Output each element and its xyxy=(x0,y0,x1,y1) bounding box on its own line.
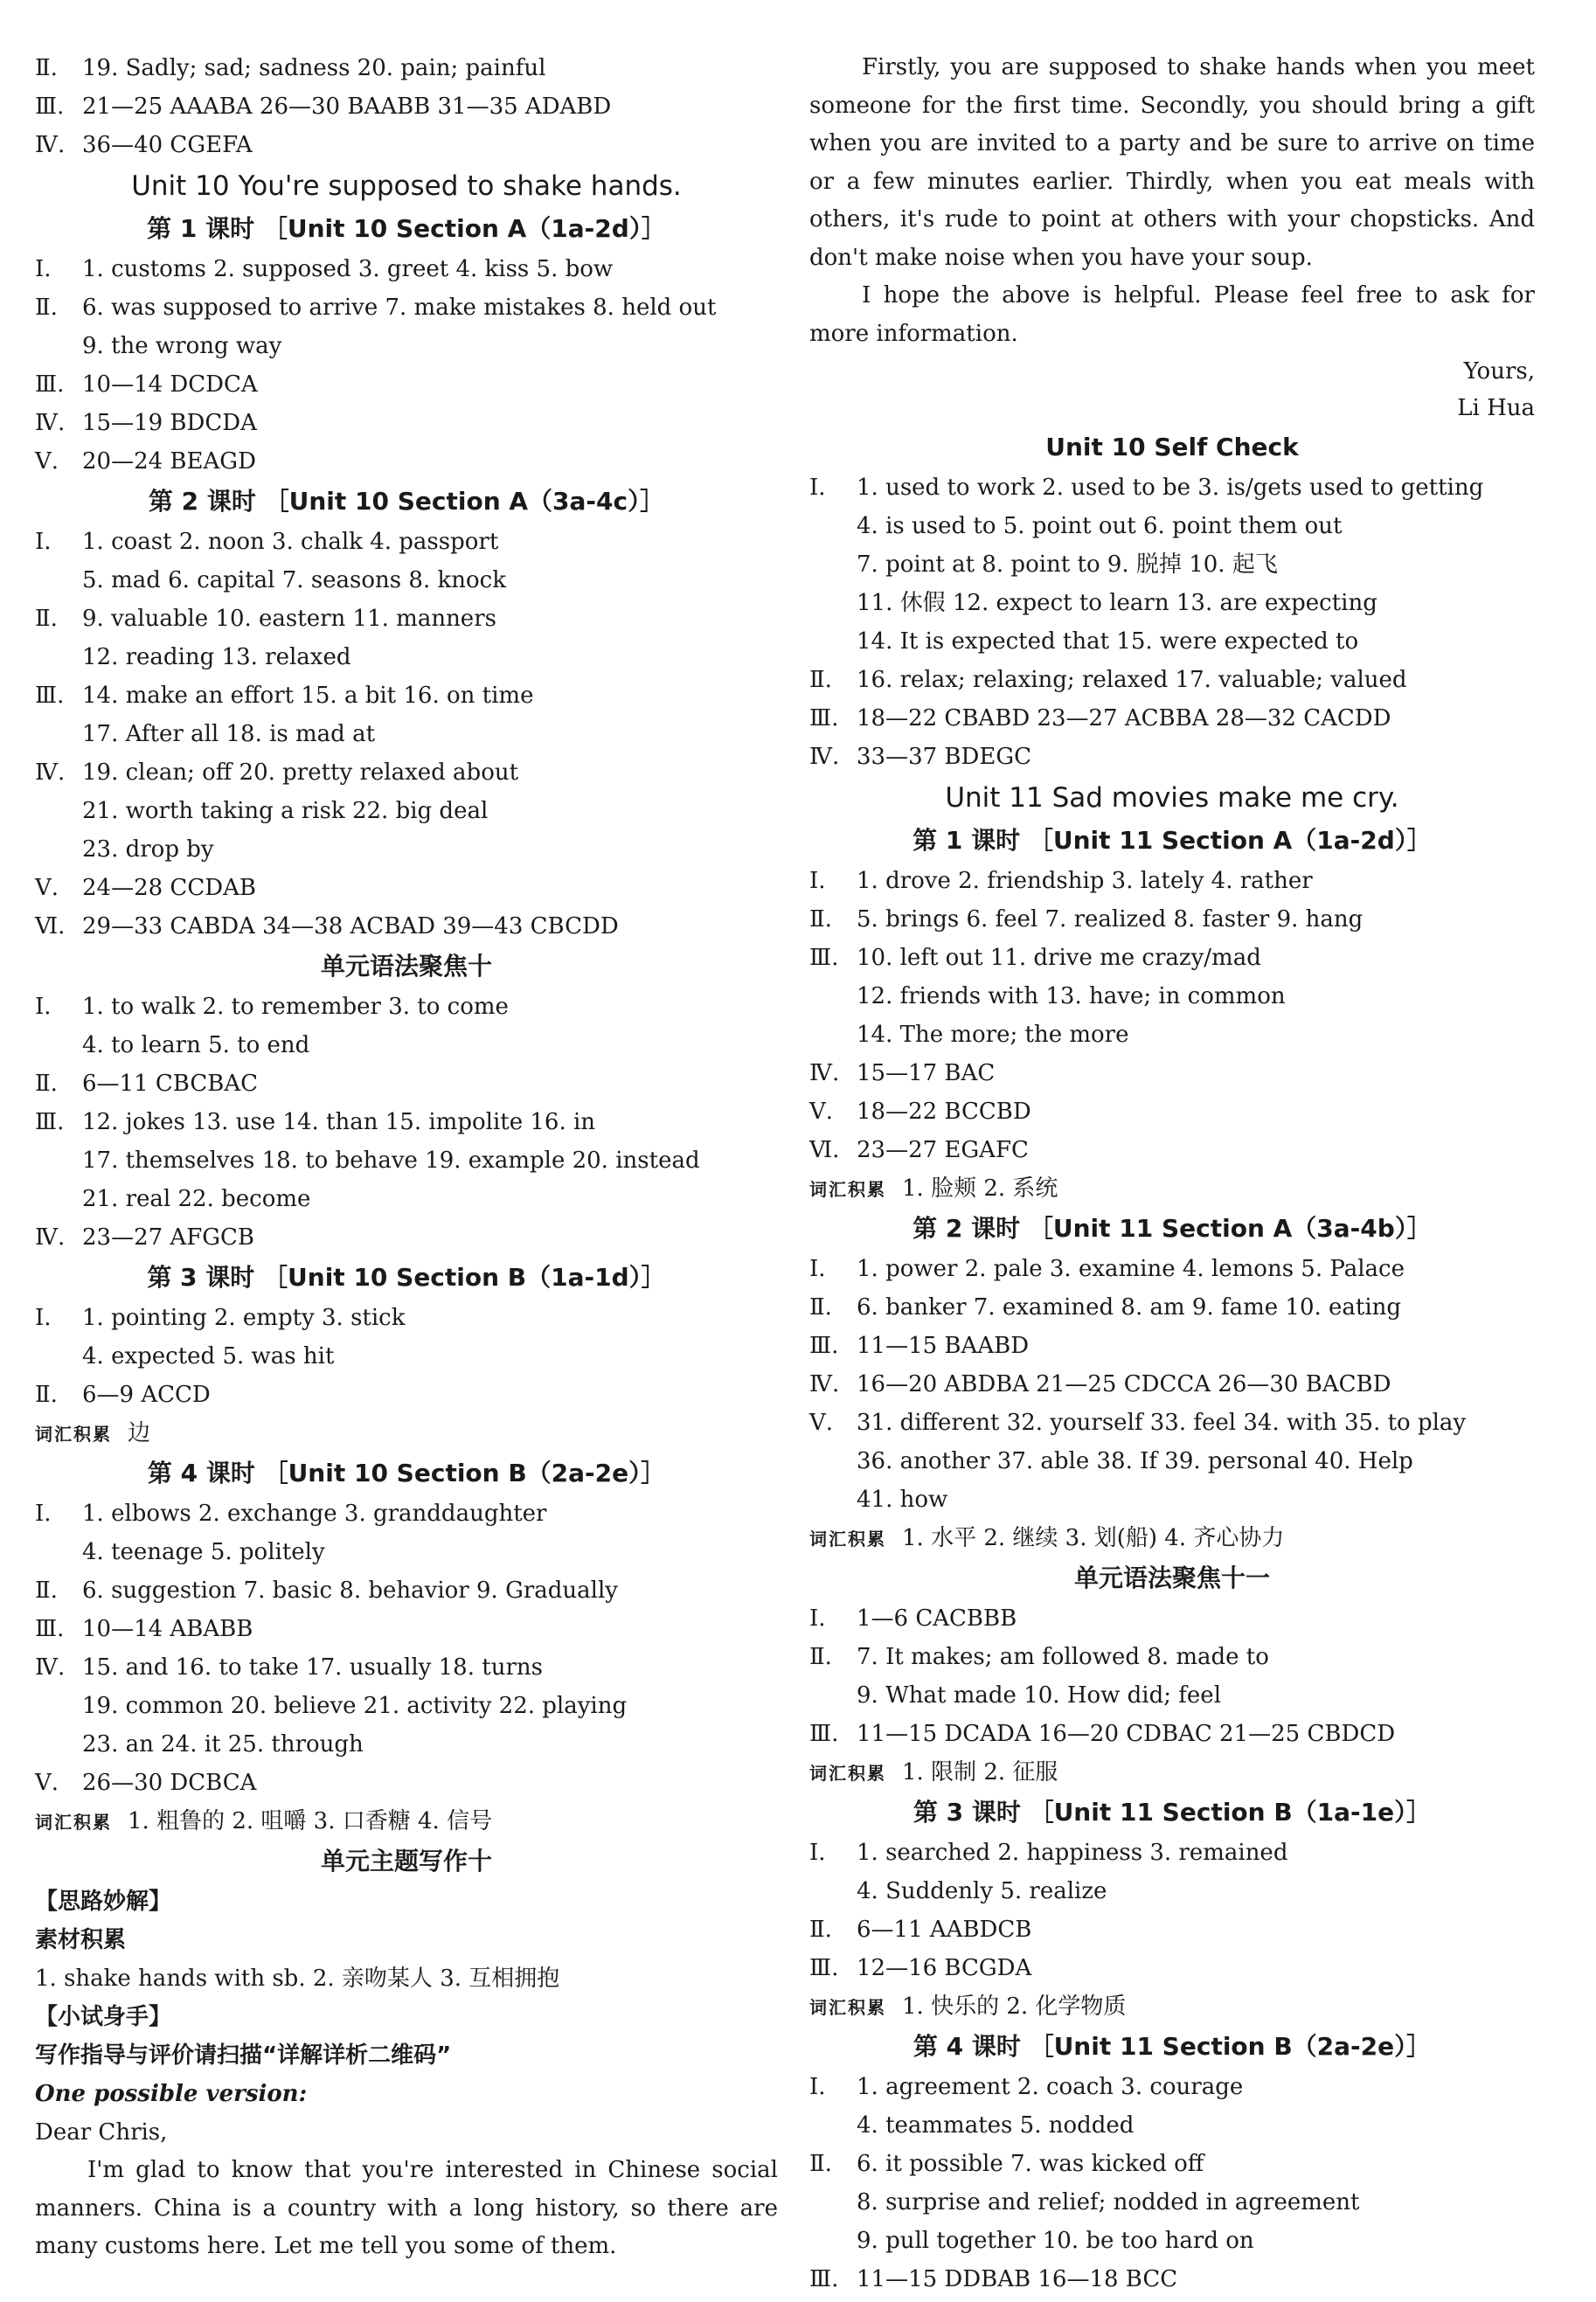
answer-text: 29—33 CABDA 34—38 ACBAD 39—43 CBCDD xyxy=(82,913,619,940)
writing-thinking-label: 【思路妙解】 xyxy=(35,1889,172,1915)
item-numeral: Ⅲ. xyxy=(809,945,839,971)
answer-row xyxy=(809,1638,1535,1676)
answer-row xyxy=(809,2068,1535,2106)
answer-row xyxy=(35,1725,778,1764)
item-numeral: Ⅲ. xyxy=(809,1721,839,1747)
right-column xyxy=(809,49,1535,2299)
answer-row xyxy=(35,523,778,561)
u11-grammar-heading: 单元语法聚焦十一 xyxy=(1073,1564,1270,1592)
u11-lesson-2-heading: 第 2 课时 ［Unit 11 Section A（3a-4b）］ xyxy=(912,1214,1432,1243)
answer-row xyxy=(35,404,778,442)
grammar-focus-answers xyxy=(35,988,778,1257)
answer-row xyxy=(809,1676,1535,1715)
answer-row xyxy=(809,2106,1535,2145)
possible-version-label: One possible version: xyxy=(35,2081,308,2107)
item-numeral: Ⅰ. xyxy=(809,2074,826,2100)
answer-row xyxy=(35,1494,778,1533)
answer-row xyxy=(35,1141,778,1180)
answer-text: 12. friends with 13. have; in common xyxy=(857,983,1286,1009)
answer-text: 10—14 DCDCA xyxy=(82,371,258,398)
writing-material-line: 1. shake hands with sb. 2. 亲吻某人 3. 互相拥抱 xyxy=(35,1966,560,1992)
item-numeral: Ⅳ. xyxy=(809,744,840,770)
answer-text: 17. After all 18. is mad at xyxy=(82,721,376,747)
answer-text: 7. point at 8. point to 9. 脱掉 10. 起飞 xyxy=(857,551,1278,578)
answer-text: 5. mad 6. capital 7. seasons 8. knock xyxy=(82,567,506,593)
item-numeral: Ⅳ. xyxy=(35,132,66,158)
writing-guide-note: 写作指导与评价请扫描“详解详析二维码” xyxy=(35,2042,452,2069)
answer-text: 12—16 BCGDA xyxy=(857,1955,1032,1981)
answer-row xyxy=(35,753,778,792)
lesson-1-answers xyxy=(35,250,778,481)
item-numeral: Ⅴ. xyxy=(809,1410,834,1436)
u11-lesson-1-vocab xyxy=(809,1169,1535,1208)
answer-text: 23—27 AFGCB xyxy=(82,1224,255,1251)
answer-text: 6. banker 7. examined 8. am 9. fame 10. eating xyxy=(857,1294,1402,1321)
item-numeral: Ⅴ. xyxy=(35,1770,59,1796)
answer-text: 18—22 CBABD 23—27 ACBBA 28—32 CACDD xyxy=(857,705,1391,732)
answer-text: 1. power 2. pale 3. examine 4. lemons 5. Palace xyxy=(857,1256,1405,1282)
answer-row xyxy=(809,2222,1535,2260)
answer-row xyxy=(809,545,1535,584)
answer-text: 20—24 BEAGD xyxy=(82,448,256,475)
answer-row xyxy=(809,862,1535,900)
answer-text: 4. Suddenly 5. realize xyxy=(857,1878,1107,1904)
answer-text: 11—15 BAABD xyxy=(857,1333,1030,1359)
item-numeral: Ⅳ. xyxy=(35,410,66,436)
item-numeral: Ⅴ. xyxy=(35,448,59,475)
item-numeral: Ⅲ. xyxy=(35,371,65,398)
answer-text: 21. real 22. become xyxy=(82,1186,311,1212)
answer-row xyxy=(809,939,1535,977)
vocab-text: 1. 粗鲁的 2. 咀嚼 3. 口香糖 4. 信号 xyxy=(128,1808,493,1834)
item-numeral: Ⅱ. xyxy=(809,2151,832,2177)
answer-text: 15—17 BAC xyxy=(857,1060,996,1086)
answer-row xyxy=(35,365,778,404)
answer-text: 14. It is expected that 15. were expected to xyxy=(857,628,1359,655)
lesson-3-heading: 第 3 课时 ［Unit 10 Section B（1a-1d）］ xyxy=(147,1263,666,1292)
lesson-4-vocab xyxy=(35,1802,778,1841)
lesson-4-heading: 第 4 课时 ［Unit 10 Section B（2a-2e）］ xyxy=(147,1459,666,1487)
answer-row xyxy=(35,1064,778,1103)
item-numeral: Ⅲ. xyxy=(809,2266,839,2292)
answer-row xyxy=(809,2260,1535,2299)
grammar-focus-heading: 单元语法聚焦十 xyxy=(320,952,492,981)
letter-signer: Li Hua xyxy=(1457,395,1535,421)
item-numeral: Ⅱ. xyxy=(809,1917,832,1943)
answer-text: 9. the wrong way xyxy=(82,333,282,359)
answer-row xyxy=(809,1442,1535,1480)
self-check-answers xyxy=(809,468,1535,776)
item-numeral: Ⅱ. xyxy=(35,55,58,81)
item-numeral: Ⅳ. xyxy=(35,1224,66,1251)
answer-row xyxy=(35,830,778,869)
u11-lesson-1-answers xyxy=(809,862,1535,1169)
answer-row xyxy=(35,1337,778,1376)
answer-text: 4. is used to 5. point out 6. point them out xyxy=(857,513,1343,539)
answer-row xyxy=(35,1180,778,1218)
answer-row xyxy=(809,1054,1535,1092)
unit-10-title: Unit 10 You're supposed to shake hands. xyxy=(131,170,682,202)
vocab-text: 1. 限制 2. 征服 xyxy=(902,1759,1058,1785)
answer-row xyxy=(35,907,778,946)
answer-row xyxy=(35,600,778,638)
item-numeral: Ⅱ. xyxy=(809,906,832,933)
vocab-text: 1. 水平 2. 继续 3. 划(船) 4. 齐心协力 xyxy=(902,1525,1285,1551)
answer-row xyxy=(35,1687,778,1725)
u11-grammar-vocab xyxy=(809,1753,1535,1792)
item-numeral: Ⅱ. xyxy=(809,1294,832,1321)
answer-row xyxy=(35,638,778,676)
answer-text: 1. used to work 2. used to be 3. is/gets used to getting xyxy=(857,475,1484,501)
item-numeral: Ⅱ. xyxy=(809,667,832,693)
answer-text: 15—19 BDCDA xyxy=(82,410,257,436)
answer-row xyxy=(809,1288,1535,1327)
answer-text: 21—25 AAABA 26—30 BAABB 31—35 ADABD xyxy=(82,94,612,120)
letter-paragraph-1: I'm glad to know that you're interested in Chinese social manners. China is a country with a long history, so there are many customs here. Let me tell you some of them. xyxy=(35,2157,778,2259)
item-numeral: Ⅴ. xyxy=(35,875,59,901)
u11-grammar-answers xyxy=(809,1599,1535,1753)
answer-row xyxy=(35,327,778,365)
answer-text: 10—14 ABABB xyxy=(82,1616,253,1642)
answer-row xyxy=(809,2183,1535,2222)
item-numeral: Ⅲ. xyxy=(809,1333,839,1359)
answer-row xyxy=(35,1533,778,1571)
answer-text: 6. it possible 7. was kicked off xyxy=(857,2151,1204,2177)
answer-row xyxy=(35,792,778,830)
answer-text: 1. pointing 2. empty 3. stick xyxy=(82,1305,406,1331)
writing-material-label: 素材积累 xyxy=(35,1927,127,1953)
answer-text: 1. agreement 2. coach 3. courage xyxy=(857,2074,1244,2100)
answer-row xyxy=(809,1092,1535,1131)
answer-text: 12. jokes 13. use 14. than 15. impolite 16. in xyxy=(82,1109,596,1135)
item-numeral: Ⅳ. xyxy=(809,1060,840,1086)
item-numeral: Ⅰ. xyxy=(809,475,826,501)
vocab-label: 词汇积累 xyxy=(35,1812,112,1833)
answer-row xyxy=(809,1404,1535,1442)
item-numeral: Ⅳ. xyxy=(809,1371,840,1397)
answer-row xyxy=(809,1599,1535,1638)
answer-text: 12. reading 13. relaxed xyxy=(82,644,351,670)
answer-text: 10. left out 11. drive me crazy/mad xyxy=(857,945,1261,971)
letter-closing: Yours, xyxy=(1463,358,1535,385)
answer-row xyxy=(809,1480,1535,1519)
vocab-label: 词汇积累 xyxy=(809,1529,886,1550)
answer-row xyxy=(35,869,778,907)
answer-row xyxy=(809,900,1535,939)
left-column xyxy=(35,49,778,2266)
u11-lesson-4-answers xyxy=(809,2068,1535,2299)
answer-row xyxy=(809,1834,1535,1872)
answer-text: 7. It makes; am followed 8. made to xyxy=(857,1644,1269,1670)
answer-row xyxy=(35,49,778,87)
answer-text: 19. common 20. believe 21. activity 22. playing xyxy=(82,1693,628,1719)
answer-text: 1. to walk 2. to remember 3. to come xyxy=(82,994,509,1020)
item-numeral: Ⅲ. xyxy=(35,94,65,120)
answer-row xyxy=(809,1715,1535,1753)
item-numeral: Ⅵ. xyxy=(35,913,66,940)
answer-text: 41. how xyxy=(857,1487,948,1513)
answer-text: 6. was supposed to arrive 7. make mistakes 8. held out xyxy=(82,295,717,321)
item-numeral: Ⅱ. xyxy=(35,1071,58,1097)
answer-text: 24—28 CCDAB xyxy=(82,875,256,901)
item-numeral: Ⅱ. xyxy=(35,1577,58,1604)
answer-text: 19. Sadly; sad; sadness 20. pain; painful xyxy=(82,55,546,81)
answer-text: 4. teenage 5. politely xyxy=(82,1539,325,1565)
answer-row xyxy=(809,1016,1535,1054)
answer-row xyxy=(35,1764,778,1802)
lesson-3-answers xyxy=(35,1299,778,1414)
answer-row xyxy=(35,1648,778,1687)
answer-text: 16—20 ABDBA 21—25 CDCCA 26—30 BACBD xyxy=(857,1371,1391,1397)
answer-text: 21. worth taking a risk 22. big deal xyxy=(82,798,489,824)
item-numeral: Ⅰ. xyxy=(809,1605,826,1632)
answer-row xyxy=(35,442,778,481)
vocab-label: 词汇积累 xyxy=(809,1763,886,1784)
answer-text: 23. drop by xyxy=(82,836,214,863)
item-numeral: Ⅱ. xyxy=(35,295,58,321)
item-numeral: Ⅲ. xyxy=(35,1616,65,1642)
item-numeral: Ⅰ. xyxy=(35,994,52,1020)
answer-text: 11—15 DCADA 16—20 CDBAC 21—25 CBDCD xyxy=(857,1721,1396,1747)
answer-text: 1. customs 2. supposed 3. greet 4. kiss 5. bow xyxy=(82,256,614,282)
item-numeral: Ⅲ. xyxy=(35,683,65,709)
item-numeral: Ⅴ. xyxy=(809,1099,834,1125)
answer-text: 19. clean; off 20. pretty relaxed about xyxy=(82,759,519,786)
vocab-text: 1. 脸颊 2. 系统 xyxy=(902,1175,1058,1202)
item-numeral: Ⅳ. xyxy=(35,759,66,786)
item-numeral: Ⅲ. xyxy=(809,705,839,732)
vocab-label: 词汇积累 xyxy=(35,1424,112,1445)
answer-row xyxy=(35,715,778,753)
answer-row xyxy=(809,977,1535,1016)
answer-text: 18—22 BCCBD xyxy=(857,1099,1031,1125)
letter-greeting: Dear Chris, xyxy=(35,2119,168,2146)
answer-text: 8. surprise and relief; nodded in agreement xyxy=(857,2189,1360,2215)
answer-row xyxy=(35,1026,778,1064)
answer-row xyxy=(809,1872,1535,1910)
answer-row xyxy=(809,584,1535,622)
answer-text: 6—11 AABDCB xyxy=(857,1917,1032,1943)
answer-row xyxy=(809,1250,1535,1288)
answer-text: 9. valuable 10. eastern 11. manners xyxy=(82,606,496,632)
answer-text: 4. teammates 5. nodded xyxy=(857,2112,1135,2139)
u11-lesson-2-answers xyxy=(809,1250,1535,1519)
answer-text: 31. different 32. yourself 33. feel 34. with 35. to play xyxy=(857,1410,1467,1436)
vocab-text: 边 xyxy=(128,1420,151,1446)
answer-row xyxy=(35,676,778,715)
item-numeral: Ⅰ. xyxy=(35,1305,52,1331)
answer-row xyxy=(35,87,778,126)
item-numeral: Ⅰ. xyxy=(35,529,52,555)
u11-lesson-2-vocab xyxy=(809,1519,1535,1557)
item-numeral: Ⅱ. xyxy=(809,1644,832,1670)
answer-row xyxy=(809,507,1535,545)
answer-text: 1—6 CACBBB xyxy=(857,1605,1017,1632)
answer-row xyxy=(35,1610,778,1648)
writing-try-label: 【小试身手】 xyxy=(35,2004,172,2030)
answer-row xyxy=(35,561,778,600)
item-numeral: Ⅲ. xyxy=(35,1109,65,1135)
lesson-4-answers xyxy=(35,1494,778,1802)
item-numeral: Ⅱ. xyxy=(35,606,58,632)
answer-row xyxy=(35,988,778,1026)
u11-lesson-3-answers xyxy=(809,1834,1535,1987)
u11-lesson-4-heading: 第 4 课时 ［Unit 11 Section B（2a-2e）］ xyxy=(912,2032,1432,2061)
answer-text: 11—15 DDBAB 16—18 BCC xyxy=(857,2266,1178,2292)
answer-text: 23. an 24. it 25. through xyxy=(82,1731,364,1758)
item-numeral: Ⅵ. xyxy=(809,1137,840,1163)
answer-row xyxy=(809,1949,1535,1987)
answer-text: 6—9 ACCD xyxy=(82,1382,211,1408)
item-numeral: Ⅰ. xyxy=(809,1840,826,1866)
answer-text: 11. 休假 12. expect to learn 13. are expecting xyxy=(857,590,1377,616)
answer-text: 33—37 BDEGC xyxy=(857,744,1032,770)
u11-lesson-3-vocab xyxy=(809,1987,1535,2026)
letter-paragraph-2: Firstly, you are supposed to shake hands when you meet someone for the first time. Secondly, you should bring a gift when you are invited to a party and be sure to arrive on time or a few minutes earlier. Thirdly, when you eat meals with others, it's rude to point at others with your chopsticks. And don't make noise when you have your soup. xyxy=(809,54,1535,271)
lesson-2-heading: 第 2 课时 ［Unit 10 Section A（3a-4c）］ xyxy=(148,487,665,516)
answer-row xyxy=(809,2145,1535,2183)
lesson-2-answers xyxy=(35,523,778,946)
answer-row xyxy=(809,738,1535,776)
answer-row xyxy=(809,661,1535,699)
answer-row xyxy=(35,1376,778,1414)
top-rows xyxy=(35,49,778,164)
answer-text: 36. another 37. able 38. If 39. personal 40. Help xyxy=(857,1448,1413,1474)
answer-text: 36—40 CGEFA xyxy=(82,132,253,158)
vocab-label: 词汇积累 xyxy=(809,1997,886,2018)
item-numeral: Ⅰ. xyxy=(35,1501,52,1527)
item-numeral: Ⅰ. xyxy=(35,256,52,282)
item-numeral: Ⅰ. xyxy=(809,1256,826,1282)
answer-row xyxy=(35,1571,778,1610)
answer-text: 6. suggestion 7. basic 8. behavior 9. Gradually xyxy=(82,1577,618,1604)
answer-text: 14. make an effort 15. a bit 16. on time xyxy=(82,683,534,709)
answer-text: 14. The more; the more xyxy=(857,1022,1129,1048)
item-numeral: Ⅰ. xyxy=(809,868,826,894)
answer-row xyxy=(809,622,1535,661)
answer-text: 9. pull together 10. be too hard on xyxy=(857,2228,1254,2254)
answer-text: 23—27 EGAFC xyxy=(857,1137,1029,1163)
answer-text: 16. relax; relaxing; relaxed 17. valuable; valued xyxy=(857,667,1407,693)
answer-row xyxy=(809,1910,1535,1949)
self-check-heading: Unit 10 Self Check xyxy=(1045,433,1299,461)
unit-11-title: Unit 11 Sad movies make me cry. xyxy=(945,782,1399,814)
answer-text: 17. themselves 18. to behave 19. example 20. instead xyxy=(82,1148,700,1174)
answer-text: 26—30 DCBCA xyxy=(82,1770,257,1796)
answer-row xyxy=(809,1131,1535,1169)
lesson-3-vocab xyxy=(35,1414,778,1453)
answer-row xyxy=(809,1365,1535,1404)
answer-text: 1. coast 2. noon 3. chalk 4. passport xyxy=(82,529,499,555)
answer-text: 4. expected 5. was hit xyxy=(82,1343,335,1369)
answer-text: 5. brings 6. feel 7. realized 8. faster 9. hang xyxy=(857,906,1364,933)
answer-row xyxy=(809,468,1535,507)
answer-row xyxy=(809,1327,1535,1365)
letter-paragraph-3: I hope the above is helpful. Please feel free to ask for more information. xyxy=(809,282,1535,347)
u11-lesson-3-heading: 第 3 课时 ［Unit 11 Section B（1a-1e）］ xyxy=(912,1798,1432,1827)
answer-text: 1. searched 2. happiness 3. remained xyxy=(857,1840,1288,1866)
lesson-1-heading: 第 1 课时 ［Unit 10 Section A（1a-2d）］ xyxy=(147,214,666,243)
u11-lesson-1-heading: 第 1 课时 ［Unit 11 Section A（1a-2d）］ xyxy=(912,826,1432,855)
answer-row xyxy=(35,1299,778,1337)
item-numeral: Ⅱ. xyxy=(35,1382,58,1408)
answer-text: 4. to learn 5. to end xyxy=(82,1032,310,1058)
answer-text: 6—11 CBCBAC xyxy=(82,1071,259,1097)
item-numeral: Ⅳ. xyxy=(35,1654,66,1681)
answer-row xyxy=(35,126,778,164)
item-numeral: Ⅲ. xyxy=(809,1955,839,1981)
answer-text: 1. drove 2. friendship 3. lately 4. rather xyxy=(857,868,1313,894)
answer-row xyxy=(35,288,778,327)
answer-row xyxy=(35,250,778,288)
answer-row xyxy=(809,699,1535,738)
answer-text: 15. and 16. to take 17. usually 18. turns xyxy=(82,1654,543,1681)
vocab-label: 词汇积累 xyxy=(809,1179,886,1200)
answer-text: 1. elbows 2. exchange 3. granddaughter xyxy=(82,1501,547,1527)
answer-row xyxy=(35,1103,778,1141)
writing-heading: 单元主题写作十 xyxy=(320,1847,492,1876)
answer-text: 9. What made 10. How did; feel xyxy=(857,1682,1222,1709)
vocab-text: 1. 快乐的 2. 化学物质 xyxy=(902,1993,1127,2020)
answer-row xyxy=(35,1218,778,1257)
